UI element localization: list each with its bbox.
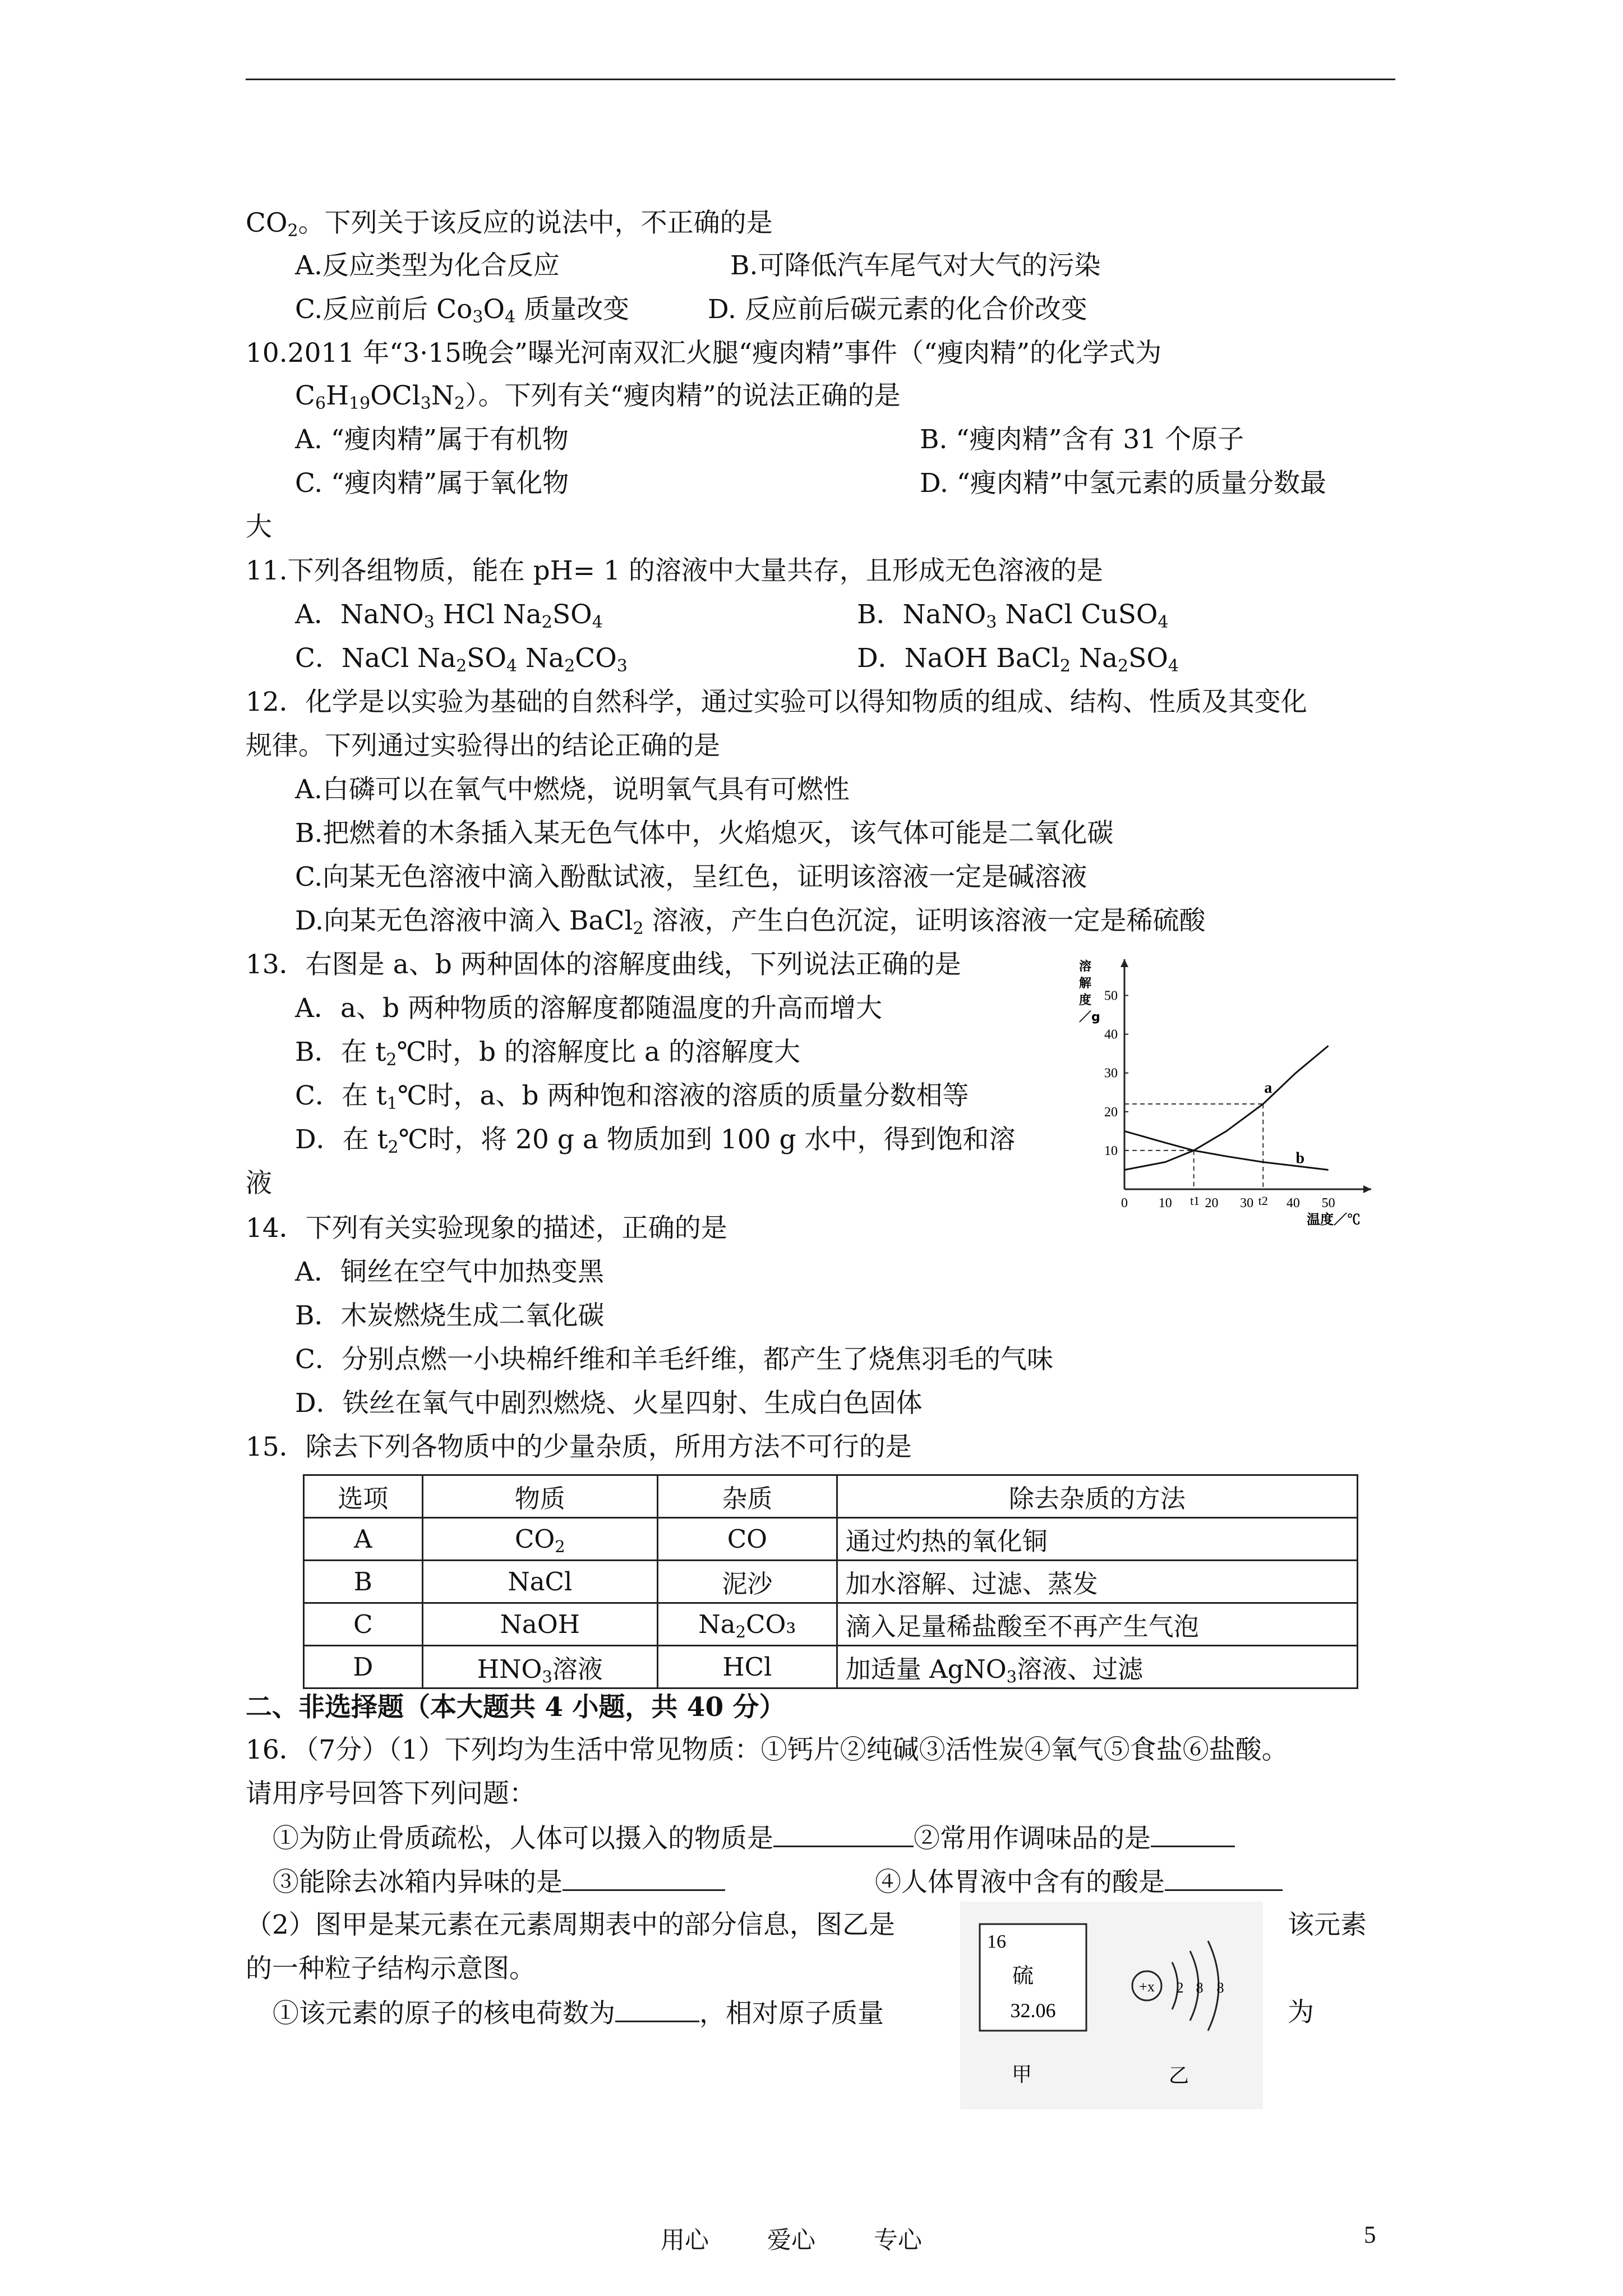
answer-blank[interactable]: [562, 1865, 725, 1891]
footer-text-1: 用心: [661, 2226, 709, 2254]
label-jia: 甲: [1011, 2063, 1032, 2086]
q14-option-c: C．分别点燃一小块棉纤维和羊毛纤维，都产生了烧焦羽毛的气味: [295, 1344, 1053, 1375]
q9-option-c: C.反应前后 $Co_3O_4$ 质量改变: [295, 294, 630, 327]
y-tick-label: 40: [1104, 1027, 1118, 1042]
x-tick-label: 10: [1158, 1196, 1172, 1211]
q16-sub4: ④人体胃液中含有的酸是: [875, 1865, 1283, 1899]
q12-option-d: D.向某无色溶液中滴入 BaCl$_2$ 溶液，产生白色沉淀，证明该溶液一定是稀硫酸: [295, 905, 1206, 938]
table-cell: $CO_2$: [422, 1518, 657, 1561]
curve-label-b: b: [1295, 1149, 1305, 1167]
q16-line1: 16．（7分）（1）下列均为生活中常见物质：①钙片②纯碱③活性炭④氧气⑤食盐⑥盐酸。: [246, 1734, 1288, 1765]
q13-option-a: A．a、b 两种物质的溶解度都随温度的升高而增大: [295, 993, 882, 1024]
table-cell: $HNO_3$溶液: [422, 1646, 657, 1688]
chart-ylabel-part: 度: [1079, 993, 1092, 1007]
q12-option-a: A.白磷可以在氧气中燃烧，说明氧气具有可燃性: [295, 774, 850, 805]
table-cell: 泥沙: [658, 1561, 837, 1603]
table-cell: NaOH: [422, 1603, 657, 1646]
q16-part2-line3: ①该元素的原子的核电荷数为 ，相对原子质量: [273, 1996, 884, 2031]
q13-option-d-cont: 液: [246, 1168, 272, 1199]
x-axis-arrow: [1363, 1185, 1371, 1193]
q14-option-b: B．木炭燃烧生成二氧化碳: [295, 1300, 605, 1331]
q9-stem-tail: $CO_2$。下列关于该反应的说法中，不正确的是: [246, 208, 773, 241]
table-cell: A: [304, 1518, 423, 1561]
q10-stem: 10.2011 年“3·15晚会”曝光河南双汇火腿“瘦肉精”事件（“瘦肉精”的化学式为: [246, 338, 1162, 369]
table-row: [304, 1646, 1358, 1688]
y-axis-arrow: [1121, 959, 1128, 967]
table-cell: C: [304, 1603, 423, 1646]
q14-option-d: D．铁丝在氧气中剧烈燃烧、火星四射、生成白色固体: [295, 1388, 923, 1419]
q12-option-b: B.把燃着的木条插入某无色气体中，火焰熄灭，该气体可能是二氧化碳: [295, 818, 1114, 849]
q16-sub1: ①为防止骨质疏松，人体可以摄入的物质是 ②常用作调味品的是: [273, 1821, 1235, 1856]
q13-option-b: B．在 $t_2℃$时，b 的溶解度比 a 的溶解度大: [295, 1037, 800, 1070]
shell-electrons-1: 2: [1176, 1980, 1184, 1996]
table-cell: B: [304, 1561, 423, 1603]
answer-blank[interactable]: [773, 1821, 914, 1847]
q10-option-d: D. “瘦肉精”中氢元素的质量分数最: [920, 468, 1326, 499]
element-name: 硫: [1012, 1963, 1034, 1988]
table-cell: NaCl: [422, 1561, 657, 1603]
label-yi: 乙: [1168, 2064, 1189, 2087]
q14-stem: 14．下列有关实验现象的描述，正确的是: [246, 1213, 727, 1244]
shell-electrons-3: 8: [1216, 1980, 1224, 1996]
q16-part2-line1: （2）图甲是某元素在元素周期表中的部分信息，图乙是: [246, 1910, 895, 1940]
q10-option-d-cont: 大: [246, 512, 272, 542]
q10-option-c: C. “瘦肉精”属于氧化物: [295, 468, 569, 499]
y-tick-label: 20: [1104, 1105, 1118, 1120]
q9-option-d: D. 反应前后碳元素的化合价改变: [708, 294, 1087, 325]
table-header-cell: 物质: [422, 1475, 657, 1518]
section-2-heading: 二、非选择题（本大题共 4 小题，共 40 分）: [246, 1692, 786, 1723]
chart-ylabel-part: 溶: [1079, 960, 1092, 974]
table-header-cell: 除去杂质的方法: [837, 1475, 1357, 1518]
chart-ylabel-part: 解: [1079, 977, 1092, 991]
q11-stem: 11.下列各组物质，能在 pH= 1 的溶液中大量共存，且形成无色溶液的是: [246, 555, 1103, 586]
q16-part2-line2: 的一种粒子结构示意图。: [246, 1953, 536, 1984]
footer-text-2: 爱心: [767, 2226, 815, 2254]
q13-option-d: D．在 $t_2℃$时，将 20 g a 物质加到 100 g 水中，得到饱和溶: [295, 1124, 1016, 1157]
answer-blank[interactable]: [1165, 1865, 1283, 1891]
q15-stem: 15．除去下列各物质中的少量杂质，所用方法不可行的是: [246, 1432, 912, 1462]
q14-option-a: A．铜丝在空气中加热变黑: [295, 1257, 604, 1287]
table-cell: D: [304, 1646, 423, 1688]
q12-stem-line2: 规律。下列通过实验得出的结论正确的是: [246, 730, 720, 761]
q13-stem: 13．右图是 a、b 两种固体的溶解度曲线，下列说法正确的是: [246, 949, 961, 980]
q16-part2-line1-end: 该元素: [1288, 1910, 1367, 1940]
y-tick-label: 10: [1104, 1143, 1118, 1158]
x-tick-label-t2: t2: [1258, 1194, 1268, 1208]
table-cell: 滴入足量稀盐酸至不再产生气泡: [837, 1603, 1357, 1646]
footer-text-3: 专心: [874, 2226, 922, 2254]
q11-option-d: D．NaOH BaCl$_2$ $Na_2SO_4$: [857, 643, 1179, 676]
element-figure: [960, 1902, 1263, 2109]
q9-option-a: A.反应类型为化合反应: [295, 250, 560, 281]
page-number: 5: [1364, 2222, 1376, 2248]
solubility-chart: [1071, 954, 1385, 1228]
curve-label-a: a: [1264, 1079, 1272, 1097]
x-tick-label: 40: [1286, 1196, 1300, 1211]
table-cell: CO: [658, 1518, 837, 1561]
x-tick-label: 20: [1205, 1196, 1219, 1211]
chart-xlabel: 温度／℃: [1307, 1213, 1361, 1227]
table-cell: $Na_2CO_3$: [658, 1603, 837, 1646]
q9-option-b: B.可降低汽车尾气对大气的污染: [730, 250, 1101, 281]
nucleus-charge: +x: [1139, 1978, 1155, 1995]
table-cell: 通过灼热的氧化铜: [837, 1518, 1357, 1561]
q12-option-c: C.向某无色溶液中滴入酚酞试液，呈红色，证明该溶液一定是碱溶液: [295, 862, 1087, 892]
table-header-cell: 选项: [304, 1475, 423, 1518]
answer-blank[interactable]: [1151, 1821, 1235, 1847]
table-row: [304, 1603, 1358, 1646]
answer-blank[interactable]: [615, 1996, 699, 2022]
x-tick-label: 30: [1240, 1196, 1254, 1211]
table-row: [304, 1561, 1358, 1603]
q10-option-a: A. “瘦肉精”属于有机物: [295, 424, 569, 455]
q16-part2-line3-end: 为: [1288, 1997, 1314, 2028]
table-cell: 加适量 AgNO$_3$溶液、过滤: [837, 1646, 1357, 1688]
q10-option-b: B. “瘦肉精”含有 31 个原子: [920, 424, 1244, 455]
q13-option-c: C．在 $t_1℃$时，a、b 两种饱和溶液的溶质的质量分数相等: [295, 1080, 969, 1114]
table-row: [304, 1518, 1358, 1561]
y-tick-label: 50: [1104, 988, 1118, 1004]
header-rule: [246, 79, 1395, 80]
table-header-row: [304, 1475, 1358, 1518]
y-tick-label: 30: [1104, 1066, 1118, 1081]
q16-sub3: ③能除去冰箱内异味的是: [273, 1865, 725, 1899]
x-tick-label: 50: [1321, 1196, 1335, 1211]
table-header-cell: 杂质: [658, 1475, 837, 1518]
shell-electrons-2: 8: [1196, 1980, 1204, 1996]
chart-ylabel-part: ／g: [1079, 1010, 1100, 1024]
q11-option-a: A．NaNO$_3$ HCl $Na_2SO_4$: [295, 599, 603, 632]
table-cell: HCl: [658, 1646, 837, 1688]
atomic-mass: 32.06: [1010, 1999, 1056, 2022]
q16-line2: 请用序号回答下列问题：: [246, 1778, 536, 1809]
q15-table: [303, 1474, 1358, 1689]
atomic-number: 16: [987, 1931, 1006, 1952]
q10-formula-line: $C_6H_{19}OCl_3N_2$）。下列有关“瘦肉精”的说法正确的是: [295, 380, 901, 413]
q12-stem-line1: 12．化学是以实验为基础的自然科学，通过实验可以得知物质的组成、结构、性质及其变化: [246, 687, 1307, 717]
table-cell: 加水溶解、过滤、蒸发: [837, 1561, 1357, 1603]
q11-option-b: B．NaNO$_3$ NaCl CuSO$_4$: [857, 599, 1169, 632]
x-tick-label-t1: t1: [1190, 1194, 1200, 1208]
x-tick-label: 0: [1121, 1196, 1128, 1211]
q11-option-c: C．NaCl $Na_2SO_4$ $Na_2CO_3$: [295, 643, 628, 676]
